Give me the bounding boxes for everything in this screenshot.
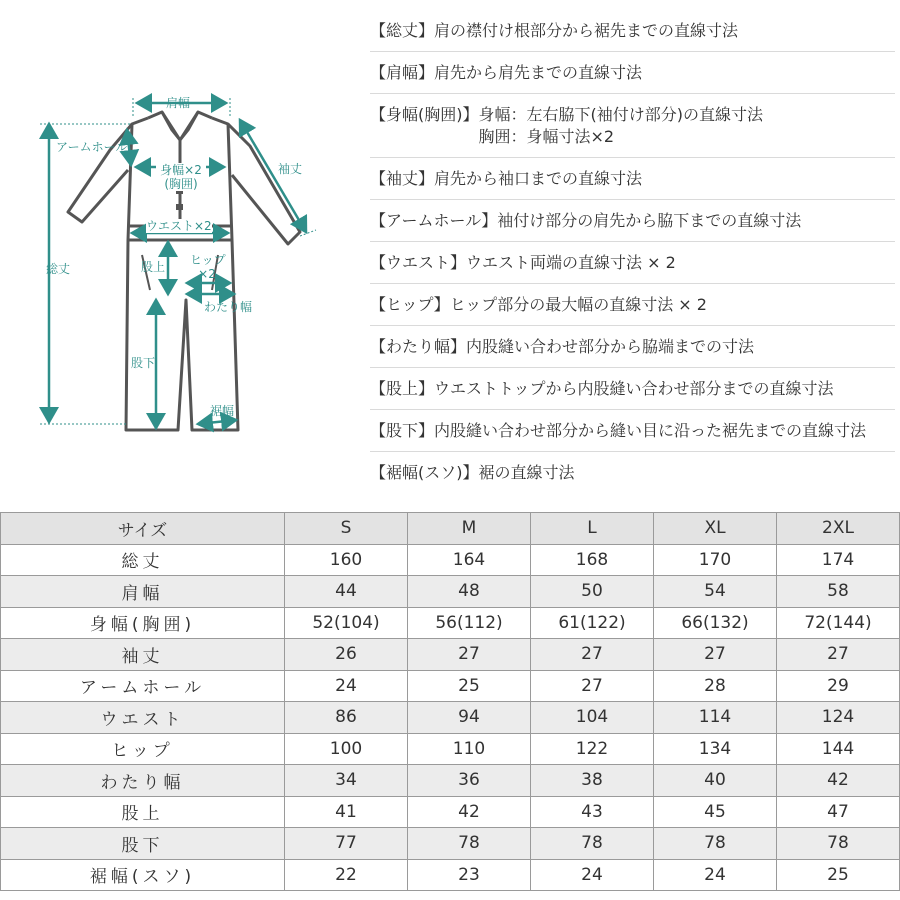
label-mihaba: 身幅×2 (胸囲) [156,163,206,191]
table-cell: 78 [654,828,777,860]
table-cell: 48 [408,576,531,608]
label-katahaba: 肩幅 [166,96,191,110]
table-row [1,576,900,608]
column-header: サイズ [1,513,285,545]
row-label: わたり幅 [1,765,285,797]
table-cell: 78 [777,828,900,860]
table-cell: 40 [654,765,777,797]
table-cell: 160 [285,544,408,576]
table-cell: 28 [654,670,777,702]
table-cell: 66(132) [654,607,777,639]
table-header-row [1,513,900,545]
hem-width-arrow [198,420,236,424]
table-cell: 170 [654,544,777,576]
table-row [1,702,900,734]
table-row [1,765,900,797]
table-cell: 47 [777,796,900,828]
table-cell: 24 [531,859,654,891]
row-label: 股下 [1,828,285,860]
table-cell: 42 [777,765,900,797]
table-cell: 58 [777,576,900,608]
definition-term: 【裾幅(スソ)】 [370,463,479,482]
definition-text: 身幅：左右脇下(袖付け部分)の直線寸法 胸囲：身幅寸法×2 [478,105,763,146]
row-label: 総丈 [1,544,285,576]
table-cell: 25 [777,859,900,891]
table-cell: 34 [285,765,408,797]
row-label: ウエスト [1,702,285,734]
definition-item [370,284,895,326]
label-susohaba: 裾幅 [210,404,235,418]
table-cell: 78 [408,828,531,860]
definition-item [370,200,895,242]
table-cell: 22 [285,859,408,891]
table-cell: 114 [654,702,777,734]
definition-text: ウエスト両端の直線寸法 × 2 [466,253,676,272]
definition-item [370,452,895,493]
table-cell: 23 [408,859,531,891]
table-cell: 24 [285,670,408,702]
table-cell: 24 [654,859,777,891]
table-cell: 43 [531,796,654,828]
table-cell: 174 [777,544,900,576]
table-row [1,670,900,702]
definition-text: 肩先から袖口までの直線寸法 [434,169,643,188]
row-label: 肩幅 [1,576,285,608]
definition-term: 【わたり幅】 [370,337,467,356]
size-chart-table [0,512,900,891]
table-row [1,859,900,891]
label-matashita: 股下 [131,356,156,370]
definition-item [370,326,895,368]
table-cell: 27 [654,639,777,671]
table-cell: 42 [408,796,531,828]
table-cell: 44 [285,576,408,608]
coverall-illustration [0,0,370,500]
garment-diagram [0,0,370,500]
definition-text: 裾の直線寸法 [478,463,575,482]
column-header: 2XL [777,513,900,545]
definition-item [370,368,895,410]
definition-list [370,10,895,493]
table-cell: 144 [777,733,900,765]
definition-item [370,10,895,52]
table-cell: 164 [408,544,531,576]
definition-term: 【総丈】 [370,21,435,40]
definition-text: 内股縫い合わせ部分から脇端までの寸法 [466,337,755,356]
table-cell: 27 [531,639,654,671]
definition-term: 【アームホール】 [370,211,498,230]
definition-text: ヒップ部分の最大幅の直線寸法 × 2 [449,295,707,314]
table-cell: 77 [285,828,408,860]
definition-term: 【肩幅】 [370,63,435,82]
table-cell: 110 [408,733,531,765]
definition-text: 袖付け部分の肩先から脇下までの直線寸法 [497,211,802,230]
table-cell: 26 [285,639,408,671]
label-matagami: 股上 [141,260,166,274]
table-cell: 78 [531,828,654,860]
table-cell: 61(122) [531,607,654,639]
table-cell: 27 [777,639,900,671]
definition-text: ウエストトップから内股縫い合わせ部分までの直線寸法 [434,379,834,398]
label-watari: わたり幅 [204,300,253,314]
table-row [1,796,900,828]
table-row [1,544,900,576]
column-header: M [408,513,531,545]
row-label: 身幅(胸囲) [1,607,285,639]
row-label: 股上 [1,796,285,828]
table-cell: 168 [531,544,654,576]
row-label: 袖丈 [1,639,285,671]
table-cell: 56(112) [408,607,531,639]
table-cell: 94 [408,702,531,734]
table-cell: 134 [654,733,777,765]
table-cell: 52(104) [285,607,408,639]
table-cell: 36 [408,765,531,797]
definition-text: 肩先から肩先までの直線寸法 [434,63,643,82]
column-header: XL [654,513,777,545]
definition-item [370,242,895,284]
label-hip: ヒップ ×2 [190,253,226,281]
table-cell: 41 [285,796,408,828]
table-cell: 100 [285,733,408,765]
table-cell: 25 [408,670,531,702]
definition-item [370,410,895,452]
row-label: 裾幅(スソ) [1,859,285,891]
table-cell: 72(144) [777,607,900,639]
definition-item [370,158,895,200]
table-cell: 45 [654,796,777,828]
table-cell: 29 [777,670,900,702]
table-cell: 54 [654,576,777,608]
column-header: S [285,513,408,545]
table-cell: 50 [531,576,654,608]
table-cell: 124 [777,702,900,734]
table-row [1,607,900,639]
table-cell: 122 [531,733,654,765]
table-cell: 86 [285,702,408,734]
definition-text: 内股縫い合わせ部分から縫い目に沿った裾先までの直線寸法 [434,421,867,440]
label-waist: ウエスト×2 [146,219,212,233]
row-label: アームホール [1,670,285,702]
definition-item [370,52,895,94]
table-cell: 38 [531,765,654,797]
definition-term: 【ウエスト】 [370,253,467,272]
table-row [1,828,900,860]
label-sotake: 総丈 [46,262,71,276]
coverall-outline [68,112,303,430]
definition-term: 【袖丈】 [370,169,435,188]
table-row [1,639,900,671]
column-header: L [531,513,654,545]
size-chart-body [1,544,900,891]
sleeve-length-arrow [240,120,306,232]
definition-term: 【身幅(胸囲)】 [370,105,479,124]
definition-text: 肩の襟付け根部分から裾先までの直線寸法 [434,21,739,40]
table-cell: 104 [531,702,654,734]
definition-term: 【股下】 [370,421,435,440]
table-row [1,733,900,765]
label-sodetake: 袖丈 [278,162,303,176]
table-cell: 27 [531,670,654,702]
table-cell: 27 [408,639,531,671]
definition-term: 【股上】 [370,379,435,398]
label-armhole: アームホール [56,140,128,154]
row-label: ヒップ [1,733,285,765]
definition-term: 【ヒップ】 [370,295,450,314]
definition-item [370,94,895,158]
